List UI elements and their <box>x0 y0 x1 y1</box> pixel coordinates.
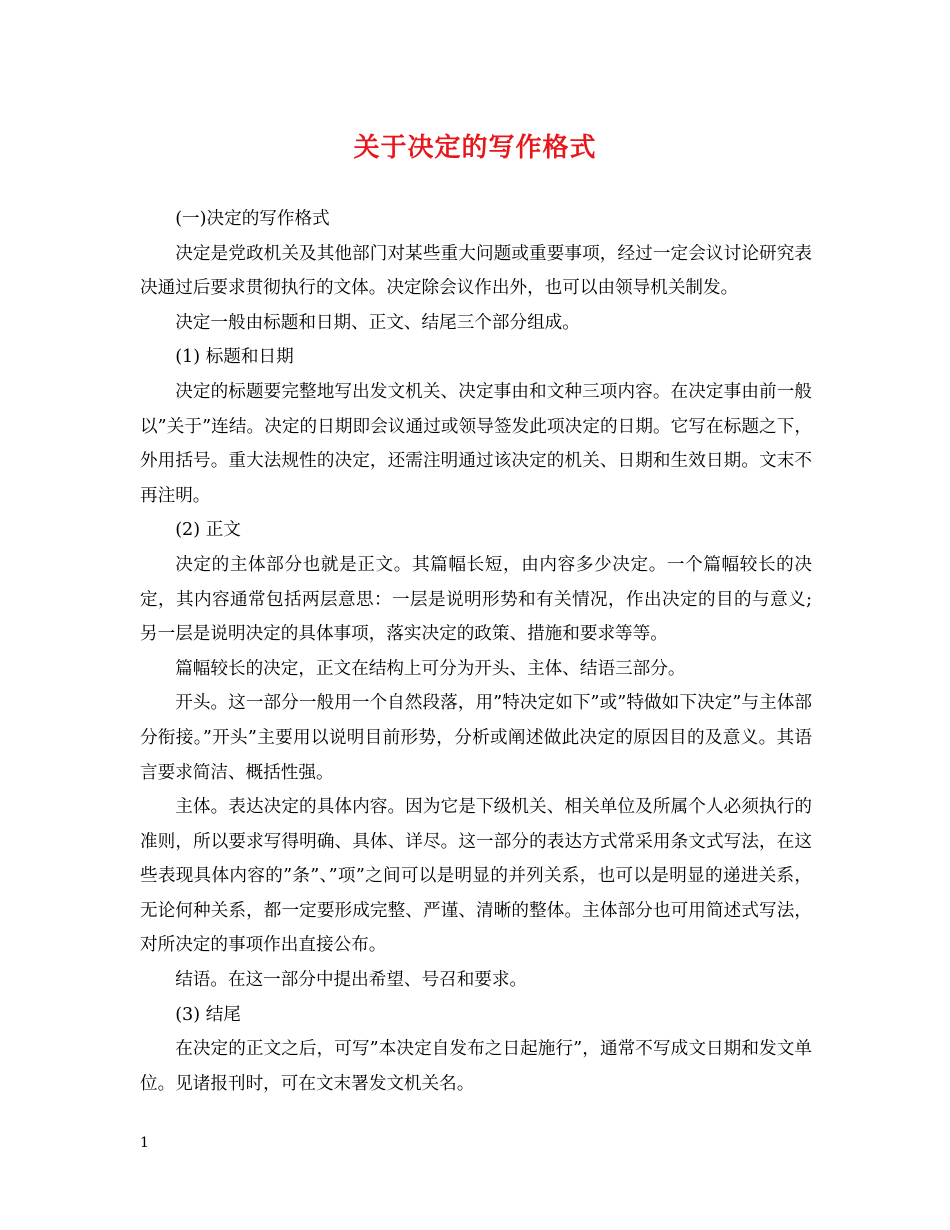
paragraph: 决定的标题要完整地写出发文机关、决定事由和文种三项内容。在决定事由前一般以”关于”连结。决定的日期即会议通过或领导签发此项决定的日期。它写在标题之下，外用括号。重大法规性的决定，还需注明通过该决定的机关、日期和生效日期。文末不再注明。 <box>140 381 812 506</box>
paragraph: 决定的主体部分也就是正文。其篇幅长短，由内容多少决定。一个篇幅较长的决定，其内容通常包括两层意思：一层是说明形势和有关情况，作出决定的目的与意义;另一层是说明决定的具体事项，落实决定的政策、措施和要求等等。 <box>140 554 812 645</box>
document-body <box>140 202 812 1101</box>
section-heading: (一)决定的写作格式 <box>175 209 330 229</box>
paragraph: 决定是党政机关及其他部门对某些重大问题或重要事项，经过一定会议讨论研究表决通过后要求贯彻执行的文体。决定除会议作出外，也可以由领导机关制发。 <box>140 243 812 299</box>
paragraph: 决定一般由标题和日期、正文、结尾三个部分组成。 <box>175 312 580 333</box>
paragraph: 主体。表达决定的具体内容。因为它是下级机关、相关单位及所属个人必须执行的准则，所以要求写得明确、具体、详尽。这一部分的表达方式常采用条文式写法，在这些表现具体内容的”条”、”项”之间可以是明显的并列关系，也可以是明显的递进关系，无论何种关系，都一定要形成完整、严谨、清晰的整体。主体部分也可用简述式写法，对所决定的事项作出直接公布。 <box>140 797 812 956</box>
subsection-heading: (3) 结尾 <box>175 1004 241 1025</box>
subsection-heading: (1) 标题和日期 <box>175 347 294 368</box>
document-title: 关于决定的写作格式 <box>353 133 597 163</box>
paragraph: 结语。在这一部分中提出希望、号召和要求。 <box>175 970 528 991</box>
paragraph: 开头。这一部分一般用一个自然段落，用”特决定如下”或”特做如下决定”与主体部分衔接。”开头”主要用以说明目前形势，分析或阐述做此决定的原因目的及意义。其语言要求简洁、概括性强。 <box>140 693 812 783</box>
paragraph: 在决定的正文之后，可写”本决定自发布之日起施行”，通常不写成文日期和发文单位。见诸报刊时，可在文末署发文机关名。 <box>140 1039 812 1094</box>
paragraph: 篇幅较长的决定，正文在结构上可分为开头、主体、结语三部分。 <box>175 658 686 679</box>
page-number: 1 <box>140 1135 149 1151</box>
subsection-heading: (2) 正文 <box>175 520 241 541</box>
